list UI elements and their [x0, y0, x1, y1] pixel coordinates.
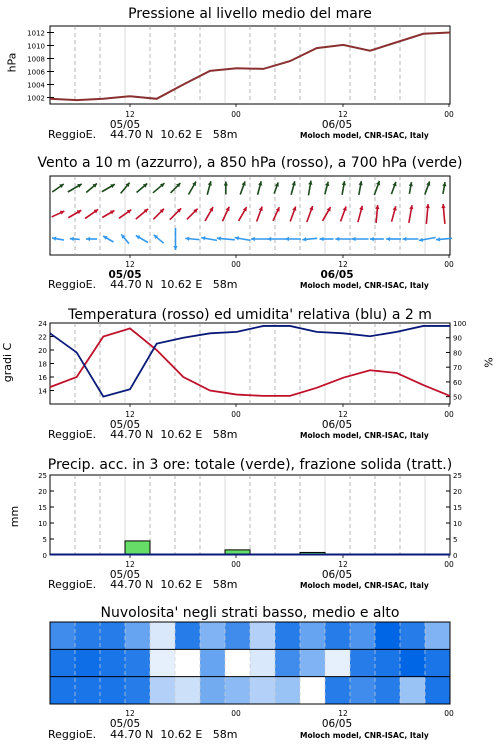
y-tick-label: 1010	[27, 42, 45, 51]
time-tick-label: 00	[231, 260, 241, 269]
cloud-cell	[175, 622, 201, 649]
time-tick-label: 12	[338, 560, 348, 569]
y-tick-label-right: 20	[453, 488, 462, 496]
precip-panel	[0, 450, 500, 595]
y-tick-label: 24	[38, 320, 47, 328]
y-tick-label: 1012	[27, 29, 45, 38]
time-tick-label: 12	[125, 260, 135, 269]
wind-title: Vento a 10 m (azzurro), a 850 hPa (rosso), a 700 hPa (verde)	[37, 155, 463, 171]
cloud-cell	[200, 677, 226, 704]
location-label: ReggioE.	[48, 128, 97, 141]
time-tick-label: 12	[125, 410, 135, 419]
cloud-cell	[375, 622, 401, 649]
pressure-chart	[0, 0, 500, 145]
precip-bar	[125, 541, 150, 555]
y-tick-label: 20	[38, 488, 47, 496]
cloud-cell	[250, 649, 276, 676]
cloud-cell	[275, 649, 301, 676]
time-tick-label: 12	[338, 110, 348, 119]
cloud-cell	[50, 677, 76, 704]
cloud-cell	[100, 649, 126, 676]
location-label: ReggioE.	[48, 278, 97, 291]
cloud-cell	[350, 622, 376, 649]
y-tick-label-right: 90	[453, 334, 462, 343]
y-tick-label: 1006	[27, 68, 45, 77]
y-tick-label-right: 5	[453, 536, 458, 544]
cloud-cell	[425, 649, 451, 676]
location-label: ReggioE.	[48, 428, 97, 441]
time-tick-label: 00	[231, 410, 241, 419]
cloud-cell	[225, 649, 251, 676]
date-label: 06/05	[321, 718, 353, 730]
date-label: 06/05	[320, 269, 354, 281]
cloud-cell	[325, 622, 351, 649]
y-tick-label: 1004	[27, 81, 45, 90]
coords-label: 44.70 N 10.62 E	[110, 578, 203, 591]
y-tick-label: 1008	[27, 55, 45, 64]
cloud-cell	[350, 677, 376, 704]
wind-panel	[0, 150, 500, 290]
time-tick-label: 00	[444, 709, 454, 718]
cloud-cell	[125, 622, 151, 649]
source-label: Moloch model, CNR-ISAC, Italy	[300, 281, 429, 290]
cloud-cell	[400, 622, 426, 649]
time-tick-label: 00	[444, 110, 454, 119]
time-tick-label: 00	[231, 560, 241, 569]
elevation-label: 58m	[212, 128, 238, 141]
cloud-cell	[250, 622, 276, 649]
coords-label: 44.70 N 10.62 E	[110, 128, 203, 141]
y-tick-label: 20	[38, 347, 47, 355]
precip-chart	[0, 450, 500, 595]
time-tick-label: 12	[338, 709, 348, 718]
time-tick-label: 12	[125, 110, 135, 119]
cloud-cell	[375, 649, 401, 676]
y-tick-label: 25	[38, 472, 47, 480]
cloud-cell	[275, 622, 301, 649]
cloud-cell	[125, 649, 151, 676]
cloud-cell	[425, 677, 451, 704]
source-label: Moloch model, CNR-ISAC, Italy	[300, 131, 429, 140]
y-tick-label-right: 0	[453, 552, 458, 560]
source-label: Moloch model, CNR-ISAC, Italy	[300, 731, 429, 740]
pressure-title: Pressione al livello medio del mare	[128, 6, 372, 22]
date-label: 05/05	[109, 119, 141, 131]
cloud-cell	[300, 622, 326, 649]
rh-ylabel: %	[482, 357, 496, 368]
temp-title: Temperatura (rosso) ed umidita' relativa (blu) a 2 m	[68, 307, 432, 323]
time-tick-label: 00	[444, 260, 454, 269]
precip-title: Precip. acc. in 3 ore: totale (verde), frazione solida (tratt.)	[47, 457, 453, 473]
wind-chart	[0, 150, 500, 290]
cloud-cell	[250, 677, 276, 704]
elevation-label: 58m	[212, 728, 238, 741]
time-tick-label: 00	[231, 709, 241, 718]
pressure-panel	[0, 0, 500, 145]
cloud-cell	[75, 622, 101, 649]
cloud-cell	[375, 677, 401, 704]
date-label: 05/05	[109, 718, 141, 730]
cloud-cell	[400, 649, 426, 676]
y-tick-label-right: 25	[453, 472, 462, 480]
y-tick-label: 14	[38, 387, 47, 396]
date-label: 06/05	[321, 419, 353, 431]
cloud-cell	[325, 677, 351, 704]
coords-label: 44.70 N 10.62 E	[110, 278, 203, 291]
temp-panel	[0, 300, 500, 445]
cloud-cell	[175, 677, 201, 704]
temp-ylabel: gradi C	[1, 342, 15, 383]
time-tick-label: 12	[338, 260, 348, 269]
time-tick-label: 12	[125, 709, 135, 718]
cloud-cell	[350, 649, 376, 676]
cloud-cell	[75, 649, 101, 676]
y-tick-label-right: 80	[453, 349, 462, 358]
y-tick-label: 15	[38, 504, 47, 512]
cloud-cell	[325, 649, 351, 676]
location-label: ReggioE.	[48, 728, 97, 741]
date-label: 05/05	[109, 569, 141, 581]
temp-chart	[0, 300, 500, 445]
y-tick-label-right: 10	[453, 520, 462, 528]
cloud-cell	[100, 677, 126, 704]
precip-ylabel: mm	[8, 505, 22, 528]
y-tick-label: 1002	[27, 94, 45, 103]
elevation-label: 58m	[212, 278, 238, 291]
time-tick-label: 00	[444, 560, 454, 569]
time-tick-label: 00	[444, 410, 454, 419]
cloud-cell	[275, 677, 301, 704]
elevation-label: 58m	[212, 578, 238, 591]
cloud-cell	[225, 622, 251, 649]
coords-label: 44.70 N 10.62 E	[110, 728, 203, 741]
cloud-cell	[150, 677, 176, 704]
time-tick-label: 12	[338, 410, 348, 419]
source-label: Moloch model, CNR-ISAC, Italy	[300, 431, 429, 440]
y-tick-label-right: 60	[453, 378, 462, 387]
coords-label: 44.70 N 10.62 E	[110, 428, 203, 441]
source-label: Moloch model, CNR-ISAC, Italy	[300, 581, 429, 590]
cloud-cell	[200, 649, 226, 676]
time-tick-label: 00	[231, 110, 241, 119]
cloud-cell	[175, 649, 201, 676]
y-tick-label: 0	[42, 552, 47, 560]
plot-frame	[50, 475, 450, 555]
y-tick-label: 22	[38, 333, 47, 342]
cloud-cell	[300, 649, 326, 676]
cloud-title: Nuvolosita' negli strati basso, medio e alto	[100, 605, 400, 621]
y-tick-label-right: 100	[453, 320, 467, 328]
location-label: ReggioE.	[48, 578, 97, 591]
cloud-cell	[400, 677, 426, 704]
cloud-cell	[75, 677, 101, 704]
elevation-label: 58m	[212, 428, 238, 441]
cloud-panel	[0, 600, 500, 750]
cloud-cell	[125, 677, 151, 704]
cloud-cell	[200, 622, 226, 649]
y-tick-label-right: 50	[453, 393, 462, 402]
pressure-ylabel: hPa	[5, 52, 19, 73]
cloud-cell	[150, 649, 176, 676]
y-tick-label: 10	[38, 520, 47, 528]
y-tick-label: 18	[38, 360, 47, 369]
cloud-cell	[100, 622, 126, 649]
cloud-cell	[50, 622, 76, 649]
time-tick-label: 12	[125, 560, 135, 569]
date-label: 06/05	[321, 119, 353, 131]
date-label: 06/05	[321, 569, 353, 581]
y-tick-label-right: 70	[453, 364, 462, 373]
y-tick-label: 16	[38, 374, 47, 382]
cloud-cell	[425, 622, 451, 649]
cloud-cell	[150, 622, 176, 649]
y-tick-label-right: 15	[453, 504, 462, 512]
date-label: 05/05	[108, 269, 142, 281]
cloud-cell	[300, 677, 326, 704]
date-label: 05/05	[109, 419, 141, 431]
cloud-cell	[225, 677, 251, 704]
y-tick-label: 5	[42, 536, 47, 544]
cloud-cell	[50, 649, 76, 676]
